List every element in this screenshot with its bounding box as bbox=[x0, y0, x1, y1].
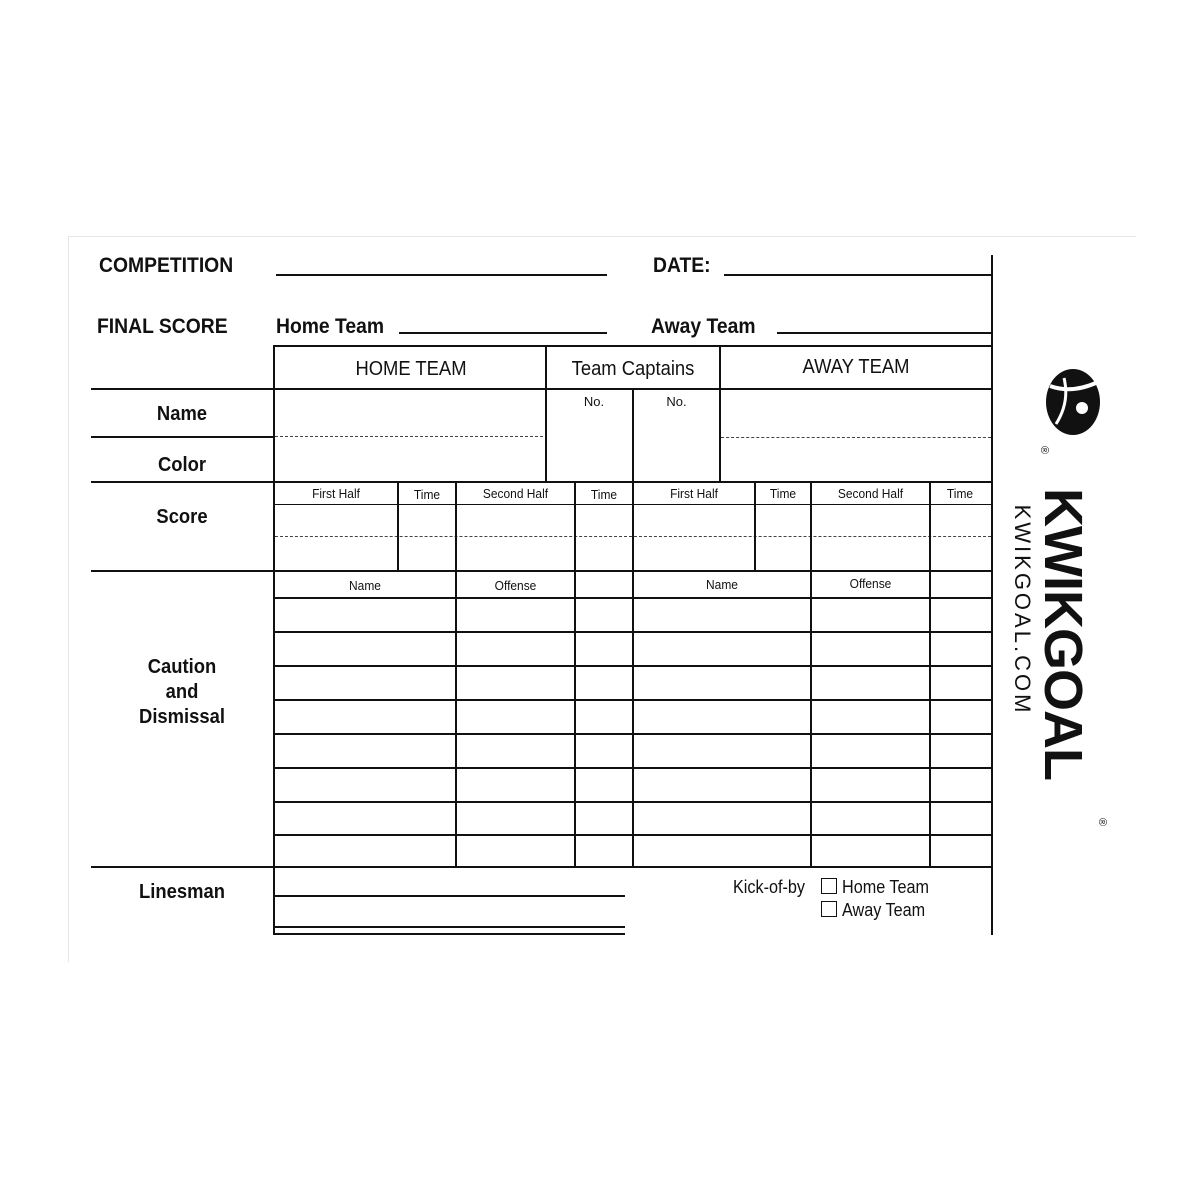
score-col-first-half-home: First Half bbox=[312, 486, 360, 501]
score-col-time-4: Time bbox=[946, 486, 974, 501]
row-divider bbox=[91, 481, 991, 483]
soccer-ball-logo-icon bbox=[1042, 364, 1104, 436]
col-divider bbox=[397, 481, 399, 570]
kickoff-label: Kick-of-by bbox=[733, 877, 806, 897]
kickoff-home-label: Home Team bbox=[842, 877, 930, 897]
score-col-time-2: Time bbox=[590, 487, 618, 502]
score-col-second-half-away: Second Half bbox=[837, 486, 904, 501]
col-divider bbox=[929, 570, 931, 866]
col-divider bbox=[574, 481, 576, 570]
kickoff-away-label: Away Team bbox=[842, 900, 926, 920]
registered-mark-top: ® bbox=[1038, 445, 1051, 455]
home-team-header: HOME TEAM bbox=[355, 358, 467, 380]
and-label: and bbox=[165, 681, 199, 703]
table-left-border bbox=[273, 345, 275, 935]
caution-col-offense-home: Offense bbox=[494, 578, 537, 593]
away-team-score-field[interactable] bbox=[777, 332, 991, 334]
col-divider bbox=[632, 481, 634, 570]
brand-name: KWIKGOAL bbox=[1033, 488, 1093, 780]
date-field[interactable] bbox=[724, 274, 992, 276]
final-score-label: FINAL SCORE bbox=[97, 315, 228, 338]
col-divider bbox=[545, 345, 547, 481]
form-right-border bbox=[991, 255, 993, 935]
row-divider bbox=[91, 570, 991, 572]
away-captain-no-label: No. bbox=[666, 394, 687, 409]
referee-game-card bbox=[68, 236, 1136, 962]
caution-col-name-away: Name bbox=[706, 577, 738, 592]
score-row-label: Score bbox=[156, 506, 208, 528]
col-divider bbox=[455, 481, 457, 570]
brand-url: KWIKGOAL.COM bbox=[1010, 504, 1035, 716]
caution-label: Caution bbox=[147, 656, 217, 678]
table-header-divider bbox=[91, 388, 991, 390]
away-team-label: Away Team bbox=[651, 315, 756, 338]
score-col-second-half-home: Second Half bbox=[482, 486, 549, 501]
col-divider bbox=[929, 481, 931, 570]
score-col-time-1: Time bbox=[413, 487, 441, 502]
linesman-field-1[interactable] bbox=[273, 895, 625, 897]
row-divider bbox=[91, 436, 273, 438]
col-divider bbox=[574, 570, 576, 866]
caution-col-offense-away: Offense bbox=[849, 576, 892, 591]
kwikgoal-logo bbox=[1033, 364, 1109, 827]
home-team-score-field[interactable] bbox=[399, 332, 607, 334]
table-bottom-border bbox=[273, 933, 625, 935]
row-divider bbox=[91, 866, 991, 868]
date-label: DATE: bbox=[653, 254, 711, 277]
team-captains-header: Team Captains bbox=[571, 358, 695, 380]
home-team-label: Home Team bbox=[276, 315, 385, 338]
competition-field[interactable] bbox=[276, 274, 607, 276]
registered-mark-bottom: ® bbox=[1096, 817, 1109, 827]
col-divider bbox=[754, 481, 756, 570]
away-team-name-field[interactable] bbox=[721, 437, 991, 438]
competition-label: COMPETITION bbox=[99, 254, 234, 277]
color-row-label: Color bbox=[157, 454, 207, 476]
col-divider bbox=[455, 570, 457, 866]
linesman-label: Linesman bbox=[139, 881, 225, 903]
kickoff-home-checkbox[interactable] bbox=[821, 878, 837, 894]
caution-dismissal-label bbox=[98, 655, 265, 730]
caution-col-name-home: Name bbox=[349, 578, 381, 593]
col-divider bbox=[719, 345, 721, 481]
linesman-field-2[interactable] bbox=[273, 926, 625, 928]
kickoff-away-checkbox[interactable] bbox=[821, 901, 837, 917]
home-captain-no-label: No. bbox=[583, 394, 605, 409]
col-divider bbox=[810, 570, 812, 866]
name-row-label: Name bbox=[156, 403, 208, 425]
dismissal-label: Dismissal bbox=[139, 706, 225, 728]
table-top-border bbox=[273, 345, 991, 347]
score-col-time-3: Time bbox=[769, 486, 797, 501]
home-team-name-field[interactable] bbox=[275, 436, 543, 437]
score-col-first-half-away: First Half bbox=[670, 486, 718, 501]
col-divider bbox=[810, 481, 812, 570]
col-divider bbox=[632, 570, 634, 866]
away-team-header: AWAY TEAM bbox=[802, 356, 910, 378]
